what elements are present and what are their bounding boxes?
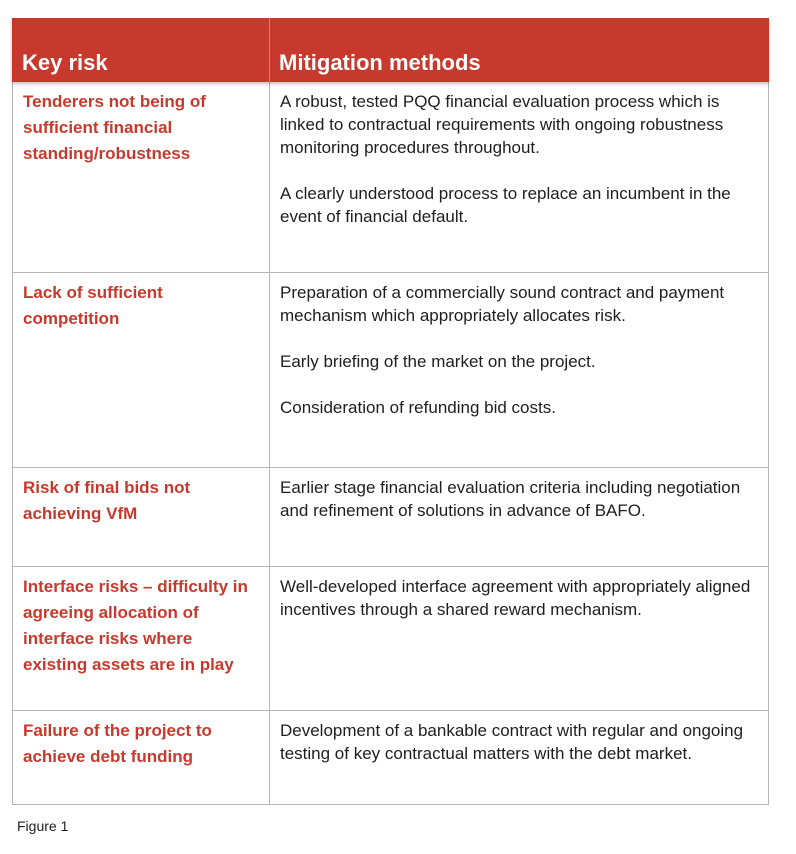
table-header [12,18,769,82]
mitigation-cell [270,468,768,566]
mitigation-text: A clearly understood process to replace an incumbent in the event of financial default. [280,184,731,226]
mitigation-text: Consideration of refunding bid costs. [280,398,556,417]
header-key-risk: Key risk [22,50,108,75]
risk-cell: Risk of final bids not achieving VfM [13,468,270,566]
mitigation-cell [270,567,768,710]
mitigation-text: Preparation of a commercially sound contract and payment mechanism which appropriately allocates risk. [280,283,725,325]
mitigation-cell [270,273,768,467]
table-body [12,82,769,805]
mitigation-text: Well-developed interface agreement with appropriately aligned incentives through a shared reward mechanism. [280,577,751,619]
table-row [13,272,768,467]
header-mitigation-methods: Mitigation methods [279,50,481,75]
mitigation-text: A robust, tested PQQ financial evaluation process which is linked to contractual requirements with ongoing robustness monitoring procedures throughout. [280,92,724,157]
risk-cell: Tenderers not being of sufficient financial standing/robustness [13,82,270,272]
risk-cell: Lack of sufficient competition [13,273,270,467]
mitigation-text: Early briefing of the market on the project. [280,352,596,371]
figure-caption: Figure 1 [17,818,69,834]
table-row [13,467,768,566]
table-row [13,710,768,804]
table-row [13,566,768,710]
mitigation-cell [270,82,768,272]
mitigation-text: Development of a bankable contract with regular and ongoing testing of key contractual matters with the debt market. [280,721,744,763]
risk-table [12,18,769,805]
mitigation-text: Earlier stage financial evaluation criteria including negotiation and refinement of solutions in advance of BAFO. [280,478,741,520]
risk-cell: Interface risks – difficulty in agreeing allocation of interface risks where existing assets are in play [13,567,270,710]
risk-cell: Failure of the project to achieve debt funding [13,711,270,804]
mitigation-cell [270,711,768,804]
table-row [13,82,768,272]
header-divider [269,18,270,82]
